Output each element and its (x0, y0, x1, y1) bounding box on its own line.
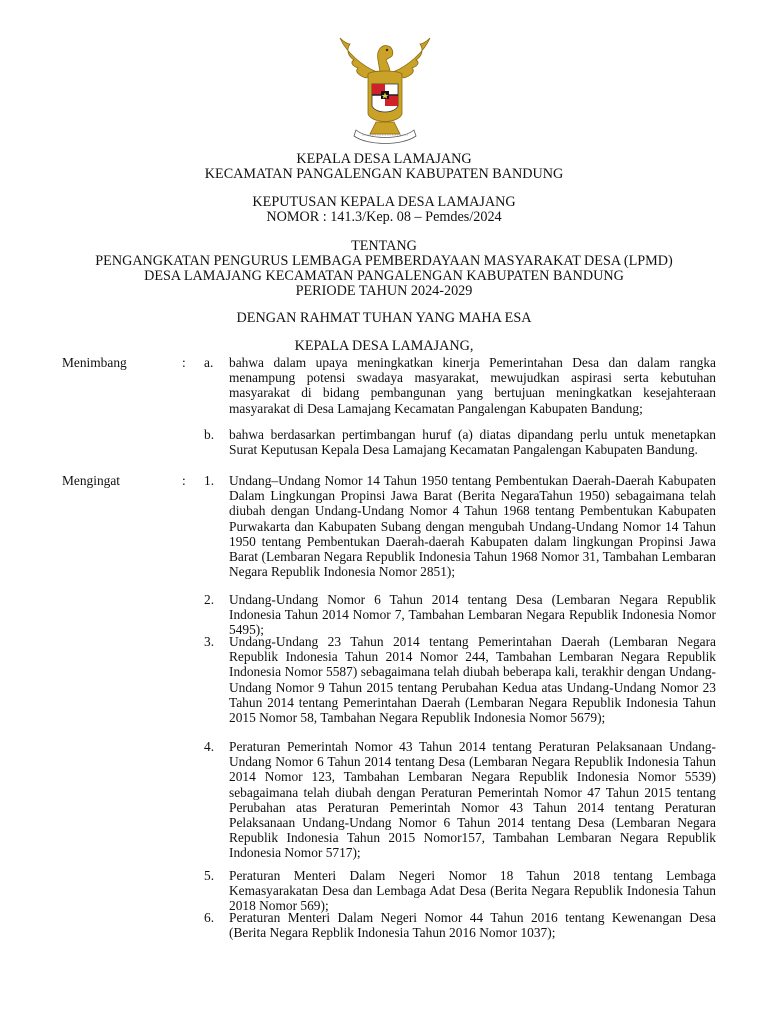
mengingat-label: Mengingat (62, 473, 121, 488)
decree-title: KEPUTUSAN KEPALA DESA LAMAJANG (252, 194, 516, 210)
subject-line-3: PERIODE TAHUN 2024-2029 (295, 283, 473, 299)
decree-block (0, 195, 768, 225)
item-text: bahwa dalam upaya meningkatkan kinerja Pemerintahan Desa dan dalam rangka menampung potensi swadaya masyarakat, mewujudkan aspirasi serta kebutuhan masyarakat di bidang pembangunan yang bertujuan meningkatkan kesejahteraan masyarakat di Desa Lamajang Kecamatan Pangalengan Kabupaten Bandung; (229, 355, 716, 416)
menimbang-item (204, 355, 716, 416)
item-text: bahwa berdasarkan pertimbangan huruf (a) diatas dipandang perlu untuk menetapkan Surat Keputusan Kepala Desa Lamajang Kecamatan Pangalengan Kabupaten Bandung. (229, 427, 716, 458)
item-text: Undang-Undang Nomor 6 Tahun 2014 tentang Desa (Lembaran Negara Republik Indonesia Tahun 2014 Nomor 7, Tambahan Lembaran Negara Republik Indonesia Nomor 5495); (229, 592, 716, 638)
item-marker: 2. (204, 592, 215, 607)
header-line-2: KECAMATAN PANGALENGAN KABUPATEN BANDUNG (204, 166, 564, 182)
blessing: DENGAN RAHMAT TUHAN YANG MAHA ESA (236, 310, 532, 326)
garuda-pancasila-emblem-icon (332, 34, 438, 148)
mengingat-item (204, 868, 716, 914)
header-block (0, 152, 768, 182)
item-marker: 6. (204, 910, 215, 925)
mengingat-item (204, 739, 716, 861)
item-text: Undang-Undang 23 Tahun 2014 tentang Pemerintahan Daerah (Lembaran Negara Republik Indonesia Tahun 2014 Nomor 244, Tambahan Lembaran Negara Republik Indonesia Nomor 5587) sebagaimana telah diubah beberapa kali, terakhir dengan Undang-Undang Nomor 9 Tahun 2015 tentang Perubahan Kedua atas Undang-Undang Nomor 23 Tahun 2014 tentang Pemerintahan Daerah (Lembaran Negara Republik Indonesia Tahun 2015 Nomor 58, Tambahan Negara Republik Indonesia Nomor 5679); (229, 634, 716, 726)
official-title: KEPALA DESA LAMAJANG, (294, 338, 474, 354)
mengingat-item (204, 592, 716, 638)
mengingat-colon: : (182, 473, 186, 488)
item-text: Undang–Undang Nomor 14 Tahun 1950 tentang Pembentukan Daerah-Daerah Kabupaten Dalam Lingkungan Propinsi Jawa Barat (Berita NegaraTahun 1950) sebagaimana telah diubah dengan Undang-Undang Nomor 4 Tahun 1968 tentang Pembentukan Kabupaten Purwakarta dan Kabupaten Subang dengan mengubah Undang-Undang Nomor 14 Tahun 1950 tentang Pembentukan Daerah-daerah Kabupaten dalam lingkungan Propinsi Jawa Barat (Lembaran Negara Republik Indonesia Tahun 1968 Nomor 31, Tambahan Lembaran Negara Republik Indonesia Nomor 2851); (229, 473, 716, 580)
header-line-1: KEPALA DESA LAMAJANG (296, 151, 472, 167)
tail (370, 122, 400, 134)
subject-block (0, 239, 768, 299)
item-text: Peraturan Pemerintah Nomor 43 Tahun 2014 tentang Peraturan Pelaksanaan Undang-Undang Nomor 6 Tahun 2014 tentang Desa (Lembaran Negara Republik Indonesia Tahun 2014 Nomor 123, Tambahan Lembaran Negara Republik Indonesia Nomor 5539) sebagaimana telah diubah dengan Peraturan Pemerintah Nomor 47 Tahun 2015 tentang Perubahan atas Peraturan Pemerintah Nomor 43 Tahun 2014 tentang Peraturan Pelaksanaan Undang-Undang Nomor 6 Tahun 2014 tentang Desa (Lembaran Negara Republik Indonesia Tahun 2015 Nomor157, Tambahan Lembaran Negara Republik Indonesia Nomor 5717); (229, 739, 716, 861)
mengingat-item (204, 910, 716, 940)
subject-heading: TENTANG (351, 238, 417, 254)
item-text: Peraturan Menteri Dalam Negeri Nomor 44 Tahun 2016 tentang Kewenangan Desa (Berita Negara Repblik Indonesia Tahun 2016 Nomor 1037); (229, 910, 716, 941)
mengingat-item (204, 634, 716, 725)
shield (372, 84, 398, 112)
head (378, 46, 393, 72)
item-marker: 1. (204, 473, 215, 488)
menimbang-item (204, 427, 716, 457)
item-marker: b. (204, 427, 215, 442)
subject-line-1: PENGANGKATAN PENGURUS LEMBAGA PEMBERDAYAAN MASYARAKAT DESA (LPMD) (95, 253, 673, 269)
item-text: Peraturan Menteri Dalam Negeri Nomor 18 Tahun 2018 tentang Lembaga Kemasyarakatan Desa dan Lembaga Adat Desa (Berita Negara Republik Indonesia Tahun 2018 Nomor 569); (229, 868, 716, 914)
item-marker: 4. (204, 739, 215, 754)
menimbang-label: Menimbang (62, 355, 127, 370)
subject-line-2: DESA LAMAJANG KECAMATAN PANGALENGAN KABUPATEN BANDUNG (144, 268, 624, 284)
decree-number: NOMOR : 141.3/Kep. 08 – Pemdes/2024 (266, 209, 502, 225)
item-marker: 3. (204, 634, 215, 649)
item-marker: 5. (204, 868, 215, 883)
menimbang-colon: : (182, 355, 186, 370)
mengingat-item (204, 473, 716, 579)
item-marker: a. (204, 355, 214, 370)
